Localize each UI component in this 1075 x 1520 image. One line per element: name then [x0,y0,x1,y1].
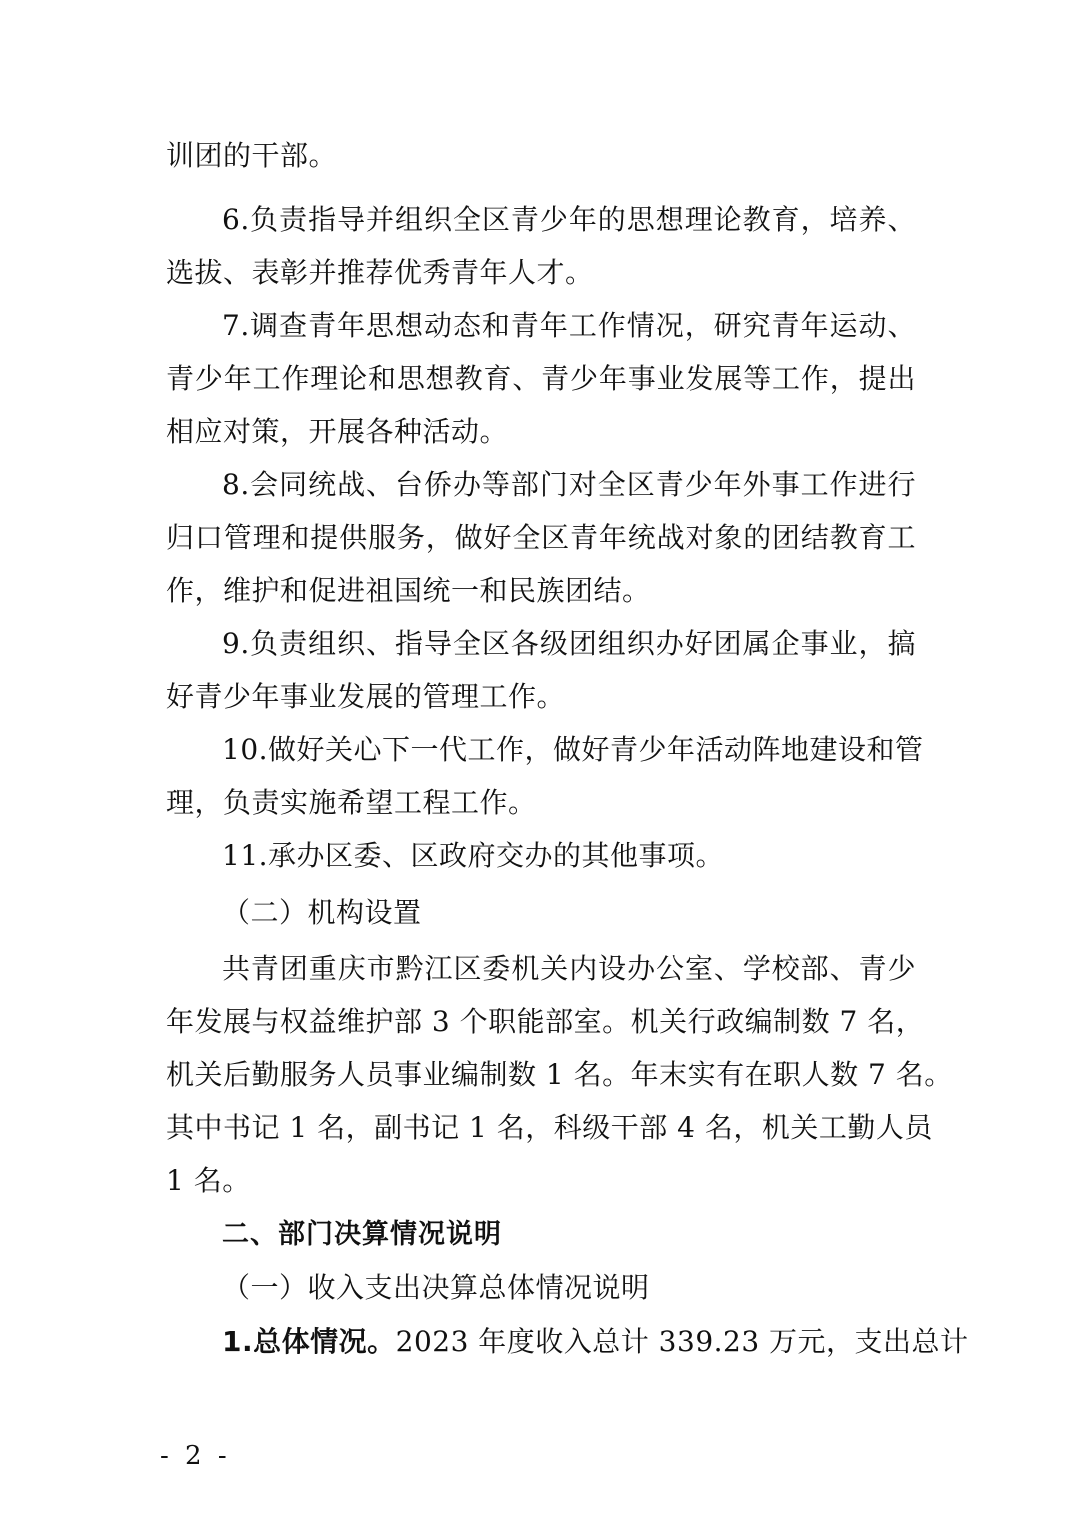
paragraph-line: 选拔、表彰并推荐优秀青年人才。 [166,256,594,289]
paragraph-line: 1 名。 [166,1164,251,1197]
paragraph-line: 9.负责组织、指导全区各级团组织办好团属企事业，搞 [222,627,916,660]
paragraph-line: 11.承办区委、区政府交办的其他事项。 [222,839,725,872]
paragraph-line: 10.做好关心下一代工作，做好青少年活动阵地建设和管 [222,733,924,766]
line-text: 2023 年度收入总计 339.23 万元，支出总计 [395,1325,969,1358]
paragraph-line: 6.负责指导并组织全区青少年的思想理论教育，培养、 [222,203,916,236]
paragraph-line: 其中书记 1 名，副书记 1 名，科级干部 4 名，机关工勤人员 [166,1111,933,1144]
bold-lead: 1.总体情况。 [222,1325,396,1358]
paragraph-line: 归口管理和提供服务，做好全区青年统战对象的团结教育工 [166,521,916,554]
section-heading: （一）收入支出决算总体情况说明 [222,1271,650,1304]
paragraph-line: 青少年工作理论和思想教育、青少年事业发展等工作，提出 [166,362,916,395]
paragraph-line: 年发展与权益维护部 3 个职能部室。机关行政编制数 7 名， [166,1005,925,1038]
chapter-heading: 二、部门决算情况说明 [222,1219,502,1250]
paragraph-line [222,1322,969,1362]
page-number: - 2 - [160,1441,231,1471]
paragraph-line: 8.会同统战、台侨办等部门对全区青少年外事工作进行 [222,468,916,501]
paragraph-line: 好青少年事业发展的管理工作。 [166,680,566,713]
paragraph-line: 作，维护和促进祖国统一和民族团结。 [166,574,651,607]
paragraph-line: 相应对策，开展各种活动。 [166,415,509,448]
paragraph-line: 理，负责实施希望工程工作。 [166,786,537,819]
paragraph-line: 训团的干部。 [166,139,338,172]
paragraph-line: 7.调查青年思想动态和青年工作情况，研究青年运动、 [222,309,916,342]
section-heading: （二）机构设置 [222,896,422,929]
paragraph-line: 共青团重庆市黔江区委机关内设办公室、学校部、青少 [222,952,916,985]
paragraph-line: 机关后勤服务人员事业编制数 1 名。年末实有在职人数 7 名。 [166,1058,953,1091]
